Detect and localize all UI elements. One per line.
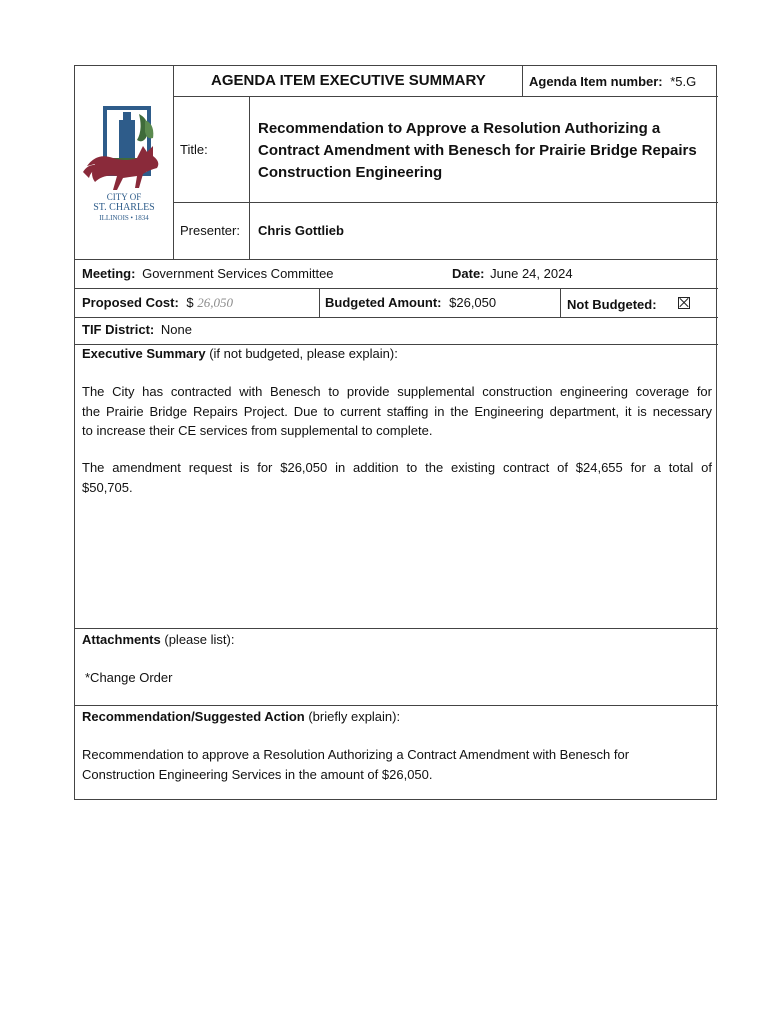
logo-city-of: CITY OF [106, 192, 142, 202]
city-logo [81, 102, 167, 228]
attachments-label: Attachments [82, 632, 161, 647]
not-budgeted-checkbox[interactable] [678, 297, 690, 309]
budgeted-amount-field [325, 295, 496, 310]
summary-line: The City has contracted with Benesch to provide supplemental construction engineering coverage for [82, 384, 712, 399]
meeting-value: Government Services Committee [142, 266, 334, 281]
cost-divider-2 [560, 288, 561, 317]
title-line-1: Recommendation to Approve a Resolution Authorizing a [258, 120, 661, 137]
presenter-label: Presenter: [180, 223, 240, 238]
form-title: AGENDA ITEM EXECUTIVE SUMMARY [211, 72, 486, 89]
agenda-item-number-value: *5.G [670, 74, 697, 89]
logo-illinois: ILLINOIS • 1834 [99, 214, 149, 222]
tif-district-label: TIF District: [82, 322, 155, 337]
date-value: June 24, 2024 [490, 266, 573, 281]
recommendation-label: Recommendation/Suggested Action [82, 709, 305, 724]
presenter-value: Chris Gottlieb [258, 223, 344, 238]
date-field [452, 266, 573, 281]
recommendation-text [82, 745, 712, 784]
recommendation-line: Recommendation to approve a Resolution Authorizing a Contract Amendment with Benesch for [82, 747, 630, 762]
header-divider [173, 96, 718, 97]
presenter-divider [75, 259, 718, 260]
recommendation-heading [82, 709, 400, 724]
logo-column-divider [173, 66, 174, 259]
proposed-cost-value: 26,050 [197, 295, 234, 310]
meeting-label: Meeting: [82, 266, 136, 281]
executive-summary-note: (if not budgeted, please explain): [209, 346, 398, 361]
agenda-item-number-label: Agenda Item number: [529, 74, 663, 89]
budgeted-amount-value: $26,050 [449, 295, 497, 310]
not-budgeted-label: Not Budgeted: [567, 297, 657, 312]
cost-divider [75, 317, 718, 318]
attachments-divider [75, 705, 718, 706]
tif-district-field [82, 322, 192, 337]
meeting-field [82, 266, 334, 281]
summary-line: The amendment request is for $26,050 in addition to the existing contract of $24,655 for a total of [82, 460, 712, 475]
label-column-divider [249, 96, 250, 259]
budgeted-amount-label: Budgeted Amount: [325, 295, 442, 310]
logo-st-charles: ST. CHARLES [93, 202, 155, 213]
attachments-note: (please list): [164, 632, 235, 647]
summary-divider [75, 628, 718, 629]
title-line-3: Construction Engineering [258, 164, 443, 181]
attachment-item: *Change Order [85, 670, 173, 685]
title-divider [173, 202, 718, 203]
executive-summary-paragraph-1 [82, 382, 712, 441]
summary-form [74, 65, 717, 800]
executive-summary-paragraph-2 [82, 458, 712, 497]
meeting-divider [75, 288, 718, 289]
date-label: Date: [452, 266, 485, 281]
proposed-cost-field [82, 295, 233, 311]
title-label: Title: [180, 142, 208, 157]
summary-line: to increase their CE services from supplemental to complete. [82, 423, 433, 438]
executive-summary-label: Executive Summary [82, 346, 206, 361]
executive-summary-heading [82, 346, 398, 361]
recommendation-note: (briefly explain): [308, 709, 401, 724]
proposed-cost-currency: $ [186, 295, 194, 310]
summary-line: $50,705. [82, 479, 133, 495]
agenda-item-number [529, 74, 696, 89]
attachments-heading [82, 632, 234, 647]
tif-divider [75, 344, 718, 345]
item-number-divider [522, 66, 523, 96]
recommendation-line: Construction Engineering Services in the amount of $26,050. [82, 766, 433, 782]
fox-tower-emblem-icon [81, 102, 167, 206]
proposed-cost-label: Proposed Cost: [82, 295, 179, 310]
tif-district-value: None [160, 322, 192, 337]
summary-line: the Prairie Bridge Repairs Project. Due to current staffing in the Engineering department, it is necessary [82, 403, 712, 419]
title-line-2: Contract Amendment with Benesch for Prairie Bridge Repairs [258, 142, 697, 159]
cost-divider-1 [319, 288, 320, 317]
